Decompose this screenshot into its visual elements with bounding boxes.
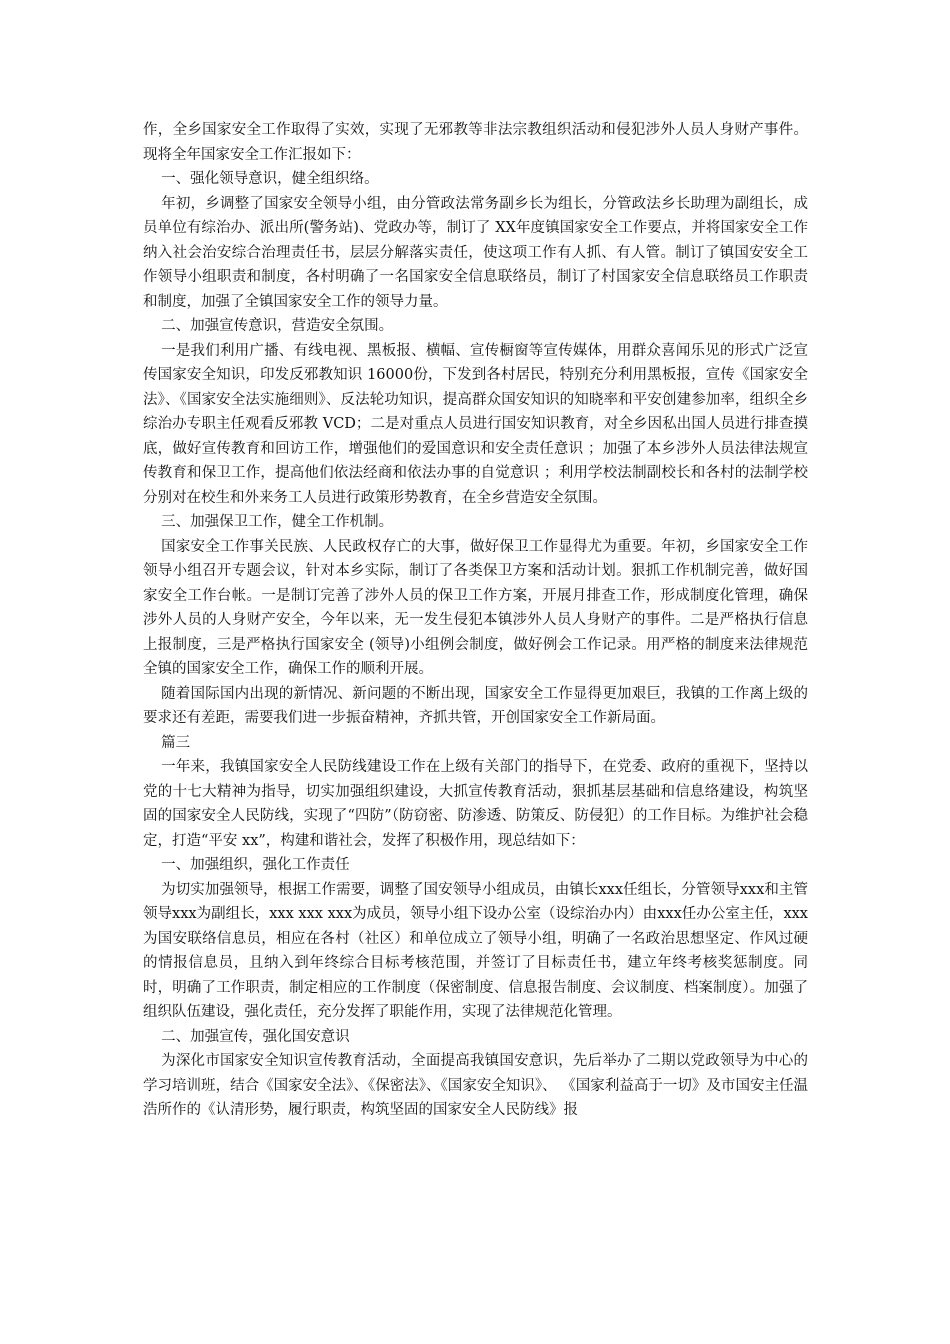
body-paragraph: 为切实加强领导，根据工作需要，调整了国安领导小组成员，由镇长xxx任组长，分管领导xxx和主管领导xxx为副组长，xxx xxx xxx为成员，领导小组下设办公室（设综治办内）由xxx任办公室主任，xxx为国安联络信息员，相应在各村（社区）和单位成立了领导小组，明确了一名政治思想坚定、作风过硬的情报信息员，且纳入到年终综合目标考核范围，并签订了目标责任书，建立年终考核奖惩制度。同时，明确了工作职责，制定相应的工作制度（保密制度、信息报告制度、会议制度、档案制度）。加强了组织队伍建设，强化责任，充分发挥了职能作用，实现了法律规范化管理。: [143, 881, 808, 1020]
section-heading: 二、加强宣传意识，营造安全氛围。: [161, 318, 394, 334]
section-heading: 三、加强保卫工作，健全工作机制。: [161, 514, 394, 530]
body-paragraph: 一年来，我镇国家安全人民防线建设工作在上级有关部门的指导下，在党委、政府的重视下，坚持以党的十七大精神为指导，切实加强组织建设，大抓宣传教育活动，狠抓基层基础和信息络建设，构筑坚固的国家安全人民防线，实现了“四防”（防窃密、防渗透、防策反、防侵犯）的工作目标。为维护社会稳定，打造“平安 xx”，构建和谐社会，发挥了积极作用，现总结如下：: [143, 759, 808, 849]
body-paragraph: 作，全乡国家安全工作取得了实效，实现了无邪教等非法宗教组织活动和侵犯涉外人员人身财产事件。现将全年国家安全工作汇报如下：: [143, 122, 808, 163]
body-paragraph: 为深化市国家安全知识宣传教育活动，全面提高我镇国安意识，先后举办了二期以党政领导为中心的学习培训班，结合《国家安全法》、《保密法》、《国家安全知识》、 《国家利益高于一切》及市国安主任温浩所作的《认清形势，履行职责，构筑坚固的国家安全人民防线》报: [143, 1053, 808, 1118]
body-paragraph: 国家安全工作事关民族、人民政权存亡的大事，做好保卫工作显得尤为重要。年初，乡国家安全工作领导小组召开专题会议，针对本乡实际，制订了各类保卫方案和活动计划。狠抓工作机制完善，做好国家安全工作台帐。一是制订完善了涉外人员的保卫工作方案，开展月排查工作，形成制度化管理，确保涉外人员的人身财产安全，今年以来，无一发生侵犯本镇涉外人员人身财产的事件。二是严格执行信息上报制度，三是严格执行国家安全 (领导)小组例会制度，做好例会工作记录。用严格的制度来法律规范全镇的国家安全工作，确保工作的顺利开展。: [143, 538, 808, 677]
section-heading: 一、加强组织，强化工作责任: [161, 857, 350, 873]
body-paragraph: 随着国际国内出现的新情况、新问题的不断出现，国家安全工作显得更加艰巨，我镇的工作离上级的要求还有差距，需要我们进一步振奋精神，齐抓共管，开创国家安全工作新局面。: [143, 685, 808, 726]
body-paragraph: 年初，乡调整了国家安全领导小组，由分管政法常务副乡长为组长，分管政法乡长助理为副组长，成员单位有综治办、派出所(警务站)、党政办等，制订了 XX年度镇国家安全工作要点，并将国家安全工作纳入社会治安综合治理责任书，层层分解落实责任，使这项工作有人抓、有人管。制订了镇国安安全工作领导小组职责和制度，各村明确了一名国家安全信息联络员，制订了村国家安全信息联络员工作职责和制度，加强了全镇国家安全工作的领导力量。: [143, 195, 808, 310]
part-heading: 篇三: [161, 734, 191, 751]
section-heading: 二、加强宣传，强化国安意识: [161, 1028, 350, 1045]
body-paragraph: 一是我们利用广播、有线电视、黑板报、横幅、宣传橱窗等宣传媒体，用群众喜闻乐见的形式广泛宣传国家安全知识，印发反邪教知识 16000份，下发到各村居民，特别充分利用黑板报，宣传《国家安全法》、《国家安全法实施细则》、反法轮功知识，提高群众国安知识的知晓率和平安创建参加率，组织全乡综治办专职主任观看反邪教 VCD；二是对重点人员进行国安知识教育，对全乡因私出国人员进行排查摸底，做好宣传教育和回访工作，增强他们的爱国意识和安全责任意识 ；加强了本乡涉外人员法律法规宣传教育和保卫工作，提高他们依法经商和依法办事的自觉意识 ；利用学校法制副校长和各村的法制学校分别对在校生和外来务工人员进行政策形势教育，在全乡营造安全氛围。: [143, 342, 808, 506]
section-heading: 一、强化领导意识，健全组织络。: [161, 171, 379, 187]
document-page: [143, 118, 808, 1123]
